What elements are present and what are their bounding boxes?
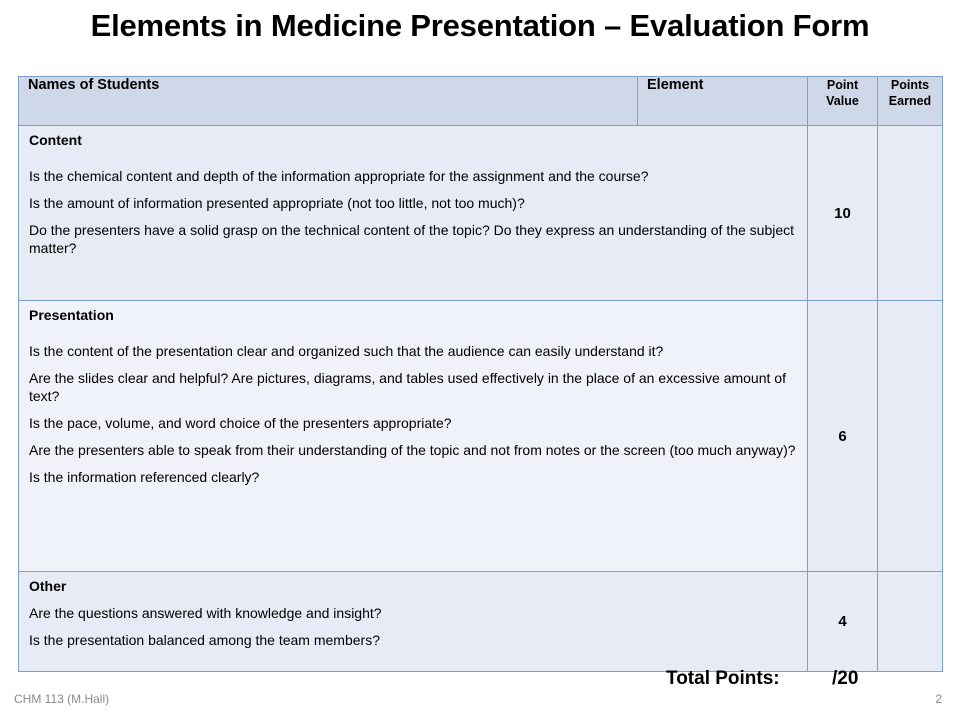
evaluation-table (18, 76, 943, 672)
header-points-earned (878, 77, 943, 126)
presentation-point-value: 6 (808, 301, 878, 572)
other-section (19, 572, 808, 672)
presentation-section (19, 301, 808, 572)
presentation-points-earned-cell[interactable] (878, 301, 943, 572)
footer-page-number: 2 (935, 692, 942, 706)
header-points-earned-line1: Points (890, 78, 930, 92)
header-element (638, 77, 808, 126)
content-question-2: Is the amount of information presented appropriate (not too little, not too much)? (29, 195, 525, 211)
header-points-earned-label (878, 77, 942, 109)
other-question-1: Are the questions answered with knowledge and insight? (29, 605, 382, 621)
presentation-question-3: Is the pace, volume, and word choice of the presenters appropriate? (29, 415, 452, 431)
footer-course: CHM 113 (M.Hall) (14, 692, 110, 706)
header-points-earned-line2: Earned (888, 94, 932, 108)
content-points-earned-cell[interactable] (878, 126, 943, 301)
header-element-label: Element (647, 77, 704, 93)
presentation-row (19, 301, 943, 572)
content-question-1: Is the chemical content and depth of the information appropriate for the assignment and the course? (29, 168, 649, 184)
other-question-2: Is the presentation balanced among the team members? (29, 632, 380, 648)
presentation-question-4: Are the presenters able to speak from their understanding of the topic and not from notes or the screen (too much anyway)? (29, 442, 796, 458)
content-section-title: Content (29, 132, 82, 148)
other-points-earned-cell[interactable] (878, 572, 943, 672)
table-header-row (19, 77, 943, 126)
page-title: Elements in Medicine Presentation – Evaluation Form (90, 8, 870, 43)
content-point-value: 10 (808, 126, 878, 301)
header-point-value-line1: Point (826, 78, 859, 92)
total-points-label: Total Points: (666, 668, 780, 689)
presentation-question-5: Is the information referenced clearly? (29, 469, 260, 485)
other-row (19, 572, 943, 672)
header-point-value (808, 77, 878, 126)
presentation-question-2: Are the slides clear and helpful? Are pictures, diagrams, and tables used effectively in the place of an excessive amount of text? (29, 370, 786, 404)
header-names-label: Names of Students (28, 77, 160, 93)
content-row (19, 126, 943, 301)
total-points-value: /20 (832, 668, 859, 689)
content-section (19, 126, 808, 301)
header-point-value-label (808, 77, 877, 109)
other-section-title: Other (29, 578, 67, 594)
other-point-value: 4 (808, 572, 878, 672)
presentation-section-title: Presentation (29, 307, 114, 323)
content-question-3: Do the presenters have a solid grasp on the technical content of the topic? Do they express an understanding of the subject matter? (29, 222, 795, 256)
header-names-of-students (19, 77, 638, 126)
header-point-value-line2: Value (826, 94, 859, 108)
presentation-question-1: Is the content of the presentation clear and organized such that the audience can easily understand it? (29, 343, 664, 359)
